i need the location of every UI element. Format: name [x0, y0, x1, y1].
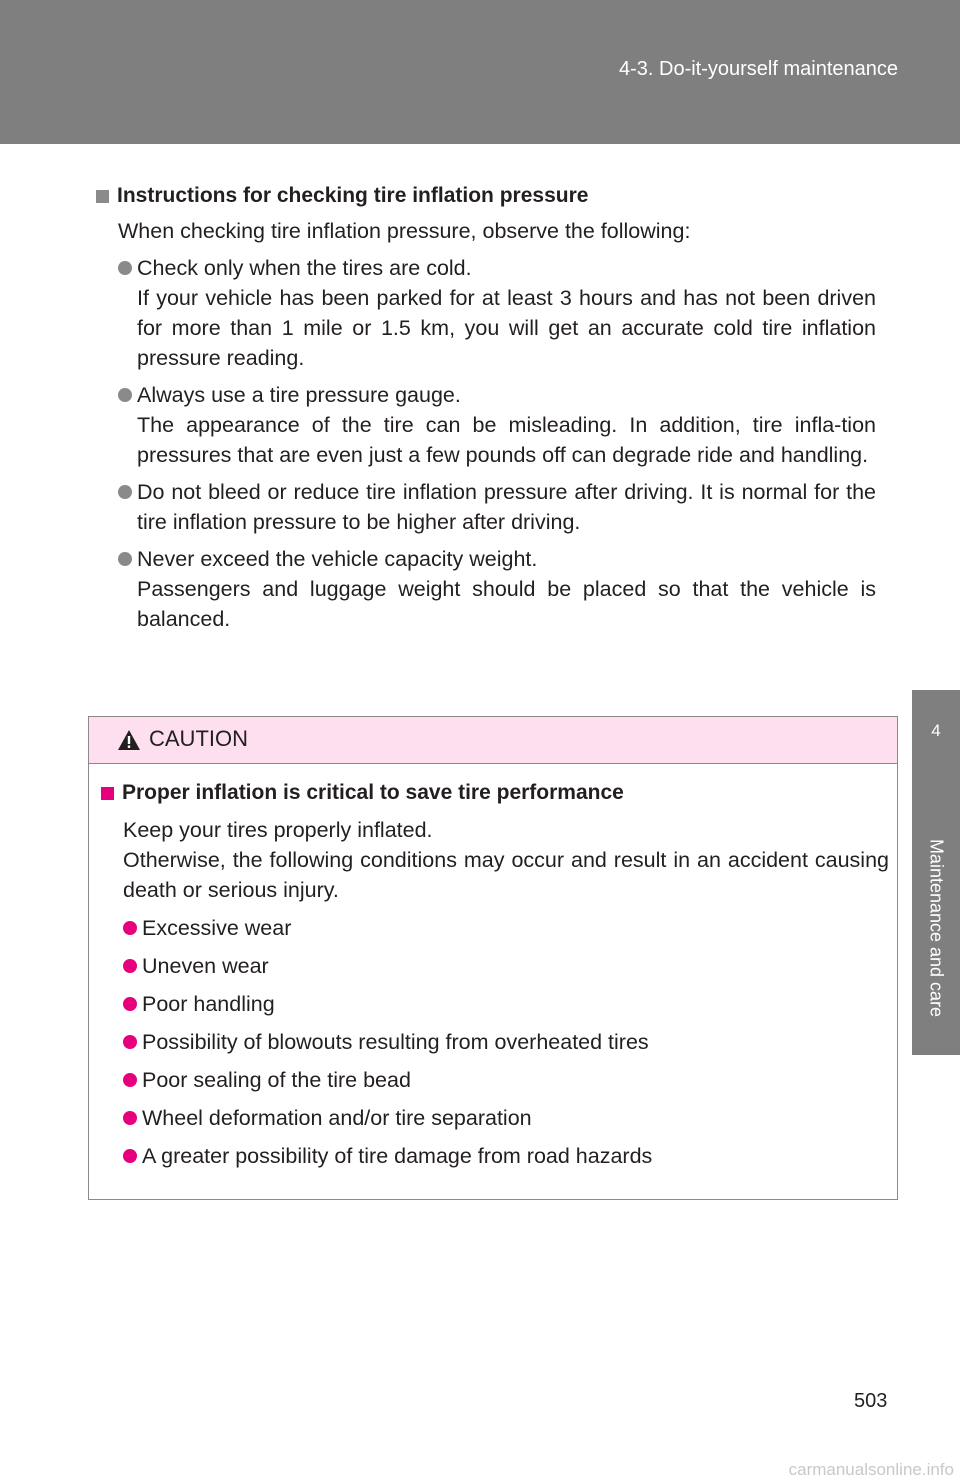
section-heading-text: Instructions for checking tire inflation pressure: [117, 184, 589, 207]
round-bullet-icon: [118, 552, 132, 566]
bullet-body: If your vehicle has been parked for at least 3 hours and has not been driven for more than 1 mile or 1.5 km, you will get an accurate cold tire inflation pressure reading.: [137, 286, 876, 370]
section-heading: [96, 184, 876, 208]
round-bullet-icon: [123, 1149, 137, 1163]
chapter-number: 4: [931, 721, 941, 740]
chapter-label: Maintenance and care: [926, 838, 947, 1017]
chapter-tab-number: [912, 690, 960, 800]
list-item: [101, 1103, 889, 1133]
round-bullet-icon: [118, 261, 132, 275]
list-item: [96, 477, 876, 537]
page-number: 503: [854, 1390, 888, 1412]
list-item: [101, 1065, 889, 1095]
list-item: [96, 380, 876, 470]
round-bullet-icon: [123, 1073, 137, 1087]
caution-line: Keep your tires properly inflated.: [123, 818, 433, 842]
bullet-title: Never exceed the vehicle capacity weight.: [137, 547, 538, 571]
square-bullet-icon: [96, 190, 109, 203]
caution-item: Poor handling: [142, 992, 275, 1016]
round-bullet-icon: [123, 1111, 137, 1125]
section-intro: When checking tire inflation pressure, observe the following:: [118, 219, 691, 243]
caution-heading: [101, 781, 889, 805]
round-bullet-icon: [118, 485, 132, 499]
round-bullet-icon: [123, 997, 137, 1011]
caution-item: Excessive wear: [142, 916, 292, 940]
caution-title: CAUTION: [149, 726, 248, 751]
caution-item: Uneven wear: [142, 954, 269, 978]
header-title: 4-3. Do-it-yourself maintenance: [618, 58, 898, 80]
caution-item: Possibility of blowouts resulting from overheated tires: [142, 1030, 649, 1054]
bullet-body: Passengers and luggage weight should be placed so that the vehicle is balanced.: [137, 577, 876, 631]
caution-item: Poor sealing of the tire bead: [142, 1068, 411, 1092]
list-item: [101, 989, 889, 1019]
main-content: [96, 184, 876, 634]
warning-icon: [117, 729, 141, 751]
caution-header: [89, 717, 897, 764]
chapter-tab: [912, 800, 960, 1055]
bullet-title: Check only when the tires are cold.: [137, 256, 472, 280]
list-item: [96, 253, 876, 373]
bullet-body: The appearance of the tire can be misleading. In addition, tire infla-tion pressures that are even just a few pounds off can degrade ride and handling.: [137, 413, 876, 467]
square-bullet-icon: [101, 787, 114, 800]
round-bullet-icon: [118, 388, 132, 402]
round-bullet-icon: [123, 921, 137, 935]
list-item: [101, 951, 889, 981]
bullet-title: Do not bleed or reduce tire inflation pressure after driving. It is normal for the tire inflation pressure to be higher after driving.: [137, 480, 876, 534]
caution-line: Otherwise, the following conditions may occur and result in an accident causing death or serious injury.: [123, 848, 889, 902]
page-header: [0, 0, 960, 144]
list-item: [101, 1141, 889, 1171]
round-bullet-icon: [123, 959, 137, 973]
caution-text: [101, 815, 889, 905]
list-item: [96, 544, 876, 634]
list-item: [101, 913, 889, 943]
round-bullet-icon: [123, 1035, 137, 1049]
list-item: [101, 1027, 889, 1057]
caution-item: Wheel deformation and/or tire separation: [142, 1106, 532, 1130]
bullet-title: Always use a tire pressure gauge.: [137, 383, 461, 407]
caution-item: A greater possibility of tire damage from road hazards: [142, 1144, 653, 1168]
caution-box: [88, 716, 898, 1200]
caution-body: [101, 781, 889, 1171]
caution-heading-text: Proper inflation is critical to save tire performance: [122, 781, 624, 804]
watermark[interactable]: carmanualsonline.info: [788, 1460, 954, 1479]
